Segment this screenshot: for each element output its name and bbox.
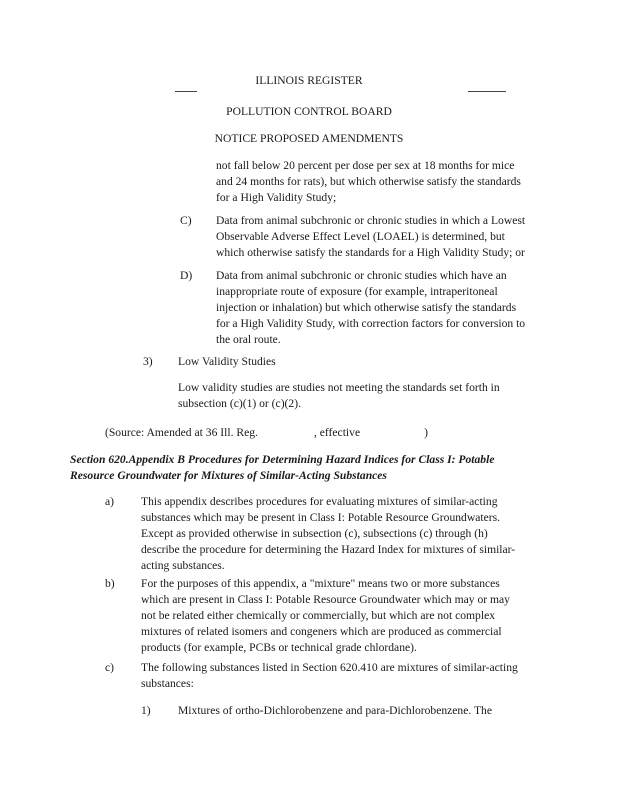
source-suffix: ) — [424, 426, 428, 439]
text-line: for a High Validity Study; — [216, 191, 337, 204]
text-line: For the purposes of this appendix, a "mixture" means two or more substances — [141, 577, 500, 590]
para-c-marker: c) — [105, 661, 115, 674]
item-1-marker: 1) — [141, 704, 151, 717]
section-heading — [70, 452, 590, 484]
para-a-marker: a) — [105, 495, 115, 508]
heading-line: Section 620.Appendix B Procedures for Determining Hazard Indices for Class I: Potable — [70, 453, 495, 466]
text-line: not be related either chemically or commercially, but which are not complex — [141, 609, 496, 622]
item-3-title: Low Validity Studies — [178, 355, 276, 368]
text-line: mixtures of related isomers and congeners which are produced as commercial — [141, 625, 502, 638]
item-c-paragraph — [216, 213, 561, 261]
text-line: Observable Adverse Effect Level (LOAEL) is determined, but — [216, 230, 505, 243]
text-line: which are present in Class I: Potable Resource Groundwater which may or may — [141, 593, 510, 606]
header-rule-right — [468, 91, 506, 92]
heading-line: Resource Groundwater for Mixtures of Similar-Acting Substances — [70, 469, 387, 482]
item-3-marker: 3) — [143, 355, 153, 368]
header-rule-left — [175, 91, 197, 92]
text-line: substances: — [141, 677, 194, 690]
text-line: Data from animal subchronic or chronic studies which have an — [216, 269, 507, 282]
item-d-paragraph — [216, 268, 561, 348]
text-line: substances which may be present in Class I: Potable Resource Groundwaters. — [141, 511, 500, 524]
text-line: injection or inhalation) but which otherwise satisfy the standards — [216, 301, 517, 314]
text-line: inappropriate route of exposure (for example, intraperitoneal — [216, 285, 498, 298]
board-title: POLLUTION CONTROL BOARD — [226, 105, 392, 118]
text-line: Except as provided otherwise in subsection (c), subsections (c) through (h) — [141, 527, 488, 540]
text-line: The following substances listed in Section 620.410 are mixtures of similar-acting — [141, 661, 518, 674]
text-line: and 24 months for rats), but which otherwise satisfy the standards — [216, 175, 521, 188]
source-middle: , effective — [313, 426, 361, 439]
item-d-marker: D) — [180, 269, 193, 282]
source-note — [105, 425, 428, 441]
para-c — [141, 660, 561, 692]
para-b-marker: b) — [105, 577, 115, 590]
text-line: This appendix describes procedures for evaluating mixtures of similar-acting — [141, 495, 498, 508]
text-line: Data from animal subchronic or chronic studies in which a Lowest — [216, 214, 526, 227]
text-line: which otherwise satisfy the standards for a High Validity Study; or — [216, 246, 525, 259]
para-b — [141, 576, 561, 656]
text-line: not fall below 20 percent per dose per sex at 18 months for mice — [216, 159, 515, 172]
item-3-paragraph — [178, 380, 558, 412]
continuation-paragraph — [216, 158, 561, 206]
item-c-marker: C) — [180, 214, 192, 227]
text-line: Low validity studies are studies not meeting the standards set forth in — [178, 381, 500, 394]
text-line: acting substances. — [141, 559, 225, 572]
notice-title: NOTICE PROPOSED AMENDMENTS — [214, 132, 404, 145]
text-line: subsection (c)(1) or (c)(2). — [178, 397, 301, 410]
source-prefix: (Source: Amended at 36 Ill. Reg. — [105, 426, 258, 439]
text-line: for a High Validity Study, with correction factors for conversion to — [216, 317, 526, 330]
text-line: the oral route. — [216, 333, 281, 346]
register-title: ILLINOIS REGISTER — [255, 74, 363, 87]
para-a — [141, 494, 561, 574]
item-1-text: Mixtures of ortho-Dichlorobenzene and para-Dichlorobenzene. The — [178, 704, 492, 717]
text-line: describe the procedure for determining the Hazard Index for mixtures of similar- — [141, 543, 516, 556]
text-line: products (for example, PCBs or technical grade chlordane). — [141, 641, 417, 654]
